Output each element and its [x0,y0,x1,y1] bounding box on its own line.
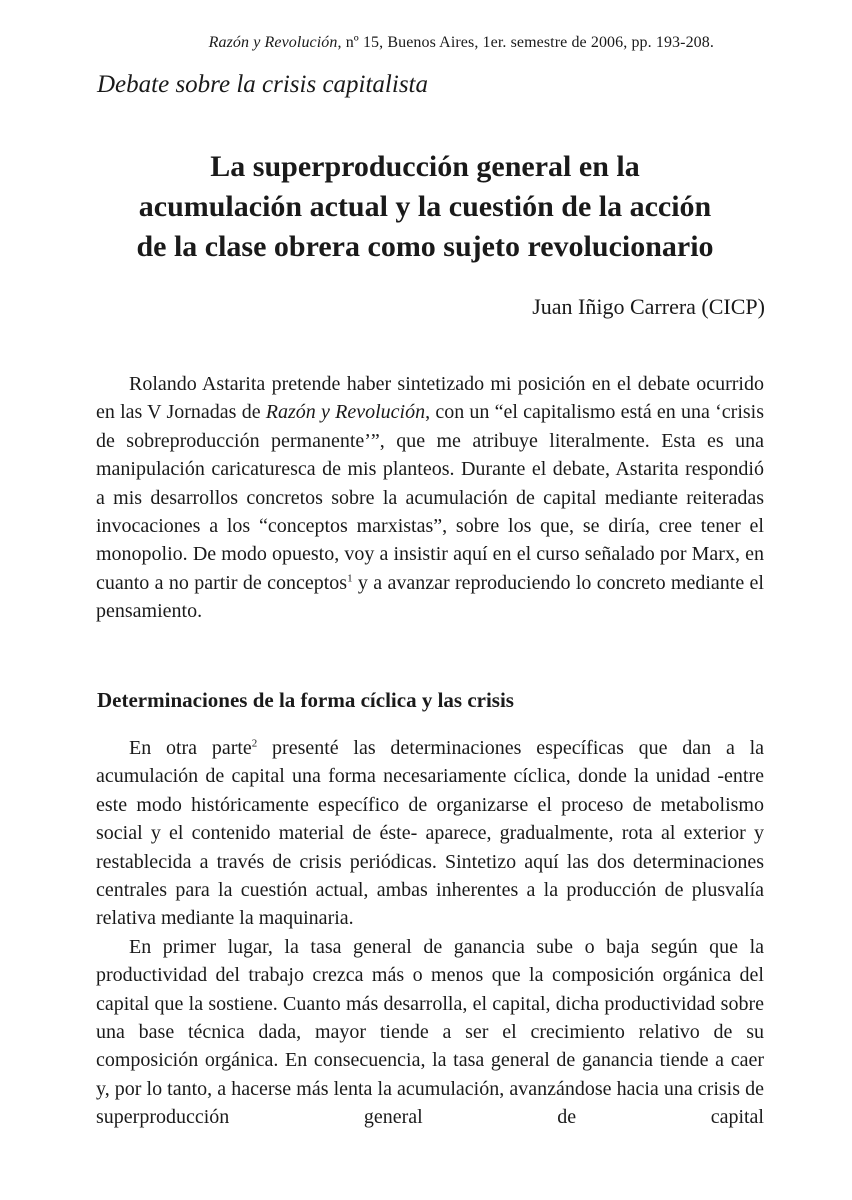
journal-reference: Razón y Revolución [265,401,426,424]
citation-details: , nº 15, Buenos Aires, 1er. semestre de 2006, pp. 193-208. [337,34,714,51]
section-paragraph-block [96,734,764,1132]
intro-paragraph-block [96,370,764,626]
title-line-1: La superproducción general en la [210,150,640,183]
section-p1-part-1: En otra parte [129,737,252,759]
title-line-3: de la clase obrera como sujeto revolucionario [136,230,714,263]
author: Juan Iñigo Carrera (CICP) [532,294,765,319]
article-title [90,147,760,267]
intro-text-part-2: , con un “el capitalismo está en una ‘crisis de sobreproducción permanente’”, que me atribuye literalmente. Esta es una manipulación caricaturesca de mis planteos. Durante el debate, Astarita respondió a mis desarrollos concretos sobre la acumulación de capital mediante reiteradas invocaciones a los “conceptos marxistas”, sobre los que, se diría, cree tener el monopolio. De modo opuesto, voy a insistir aquí en el curso señalado por Marx, en cuanto a no partir de conceptos [96,401,765,594]
section-heading: Determinaciones de la forma cíclica y las crisis [97,688,514,712]
section-p1-part-2: presenté las determinaciones específicas que dan a la acumulación de capital una forma necesariamente cíclica, donde la unidad -entre este modo históricamente específico de organizarse el proceso de metabolismo social y el contenido material de éste- aparece, gradualmente, rota al exterior y restablecida a través de crisis periódicas. Sintetizo aquí las dos determinaciones centrales para la cuestión actual, ambas inherentes a la producción de plusvalía relativa mediante la maquinaria. [96,737,765,930]
section-paragraph-2: En primer lugar, la tasa general de ganancia sube o baja según que la productividad del trabajo crezca más o menos que la composición orgánica del capital que la sostiene. Cuanto más desarrolla, el capital, dicha productividad sobre una base técnica dada, mayor tiende a ser el crecimiento relativo de su composición orgánica. En consecuencia, la tasa general de ganancia tiende a caer y, por lo tanto, a hacerse más lenta la acumulación, avanzándose hacia una crisis de superproducción general de capital [96,935,764,1129]
journal-name: Razón y Revolución [208,34,338,51]
intro-paragraph [96,370,764,626]
intro-text-part-3: y a avanzar reproduciendo lo concreto mediante el pensamiento. [96,571,764,623]
section-paragraph-1 [96,734,764,933]
section-label: Debate sobre la crisis capitalista [97,71,428,98]
intro-text-part-1: Rolando Astarita pretende haber sintetizado mi posición en el debate ocurrido en las V Jornadas de [96,373,764,424]
running-header [209,34,714,52]
title-line-2: acumulación actual y la cuestión de la acción [138,190,712,223]
footnote-marker-2[interactable]: 2 [251,737,258,750]
footnote-marker-1[interactable]: 1 [347,572,353,585]
